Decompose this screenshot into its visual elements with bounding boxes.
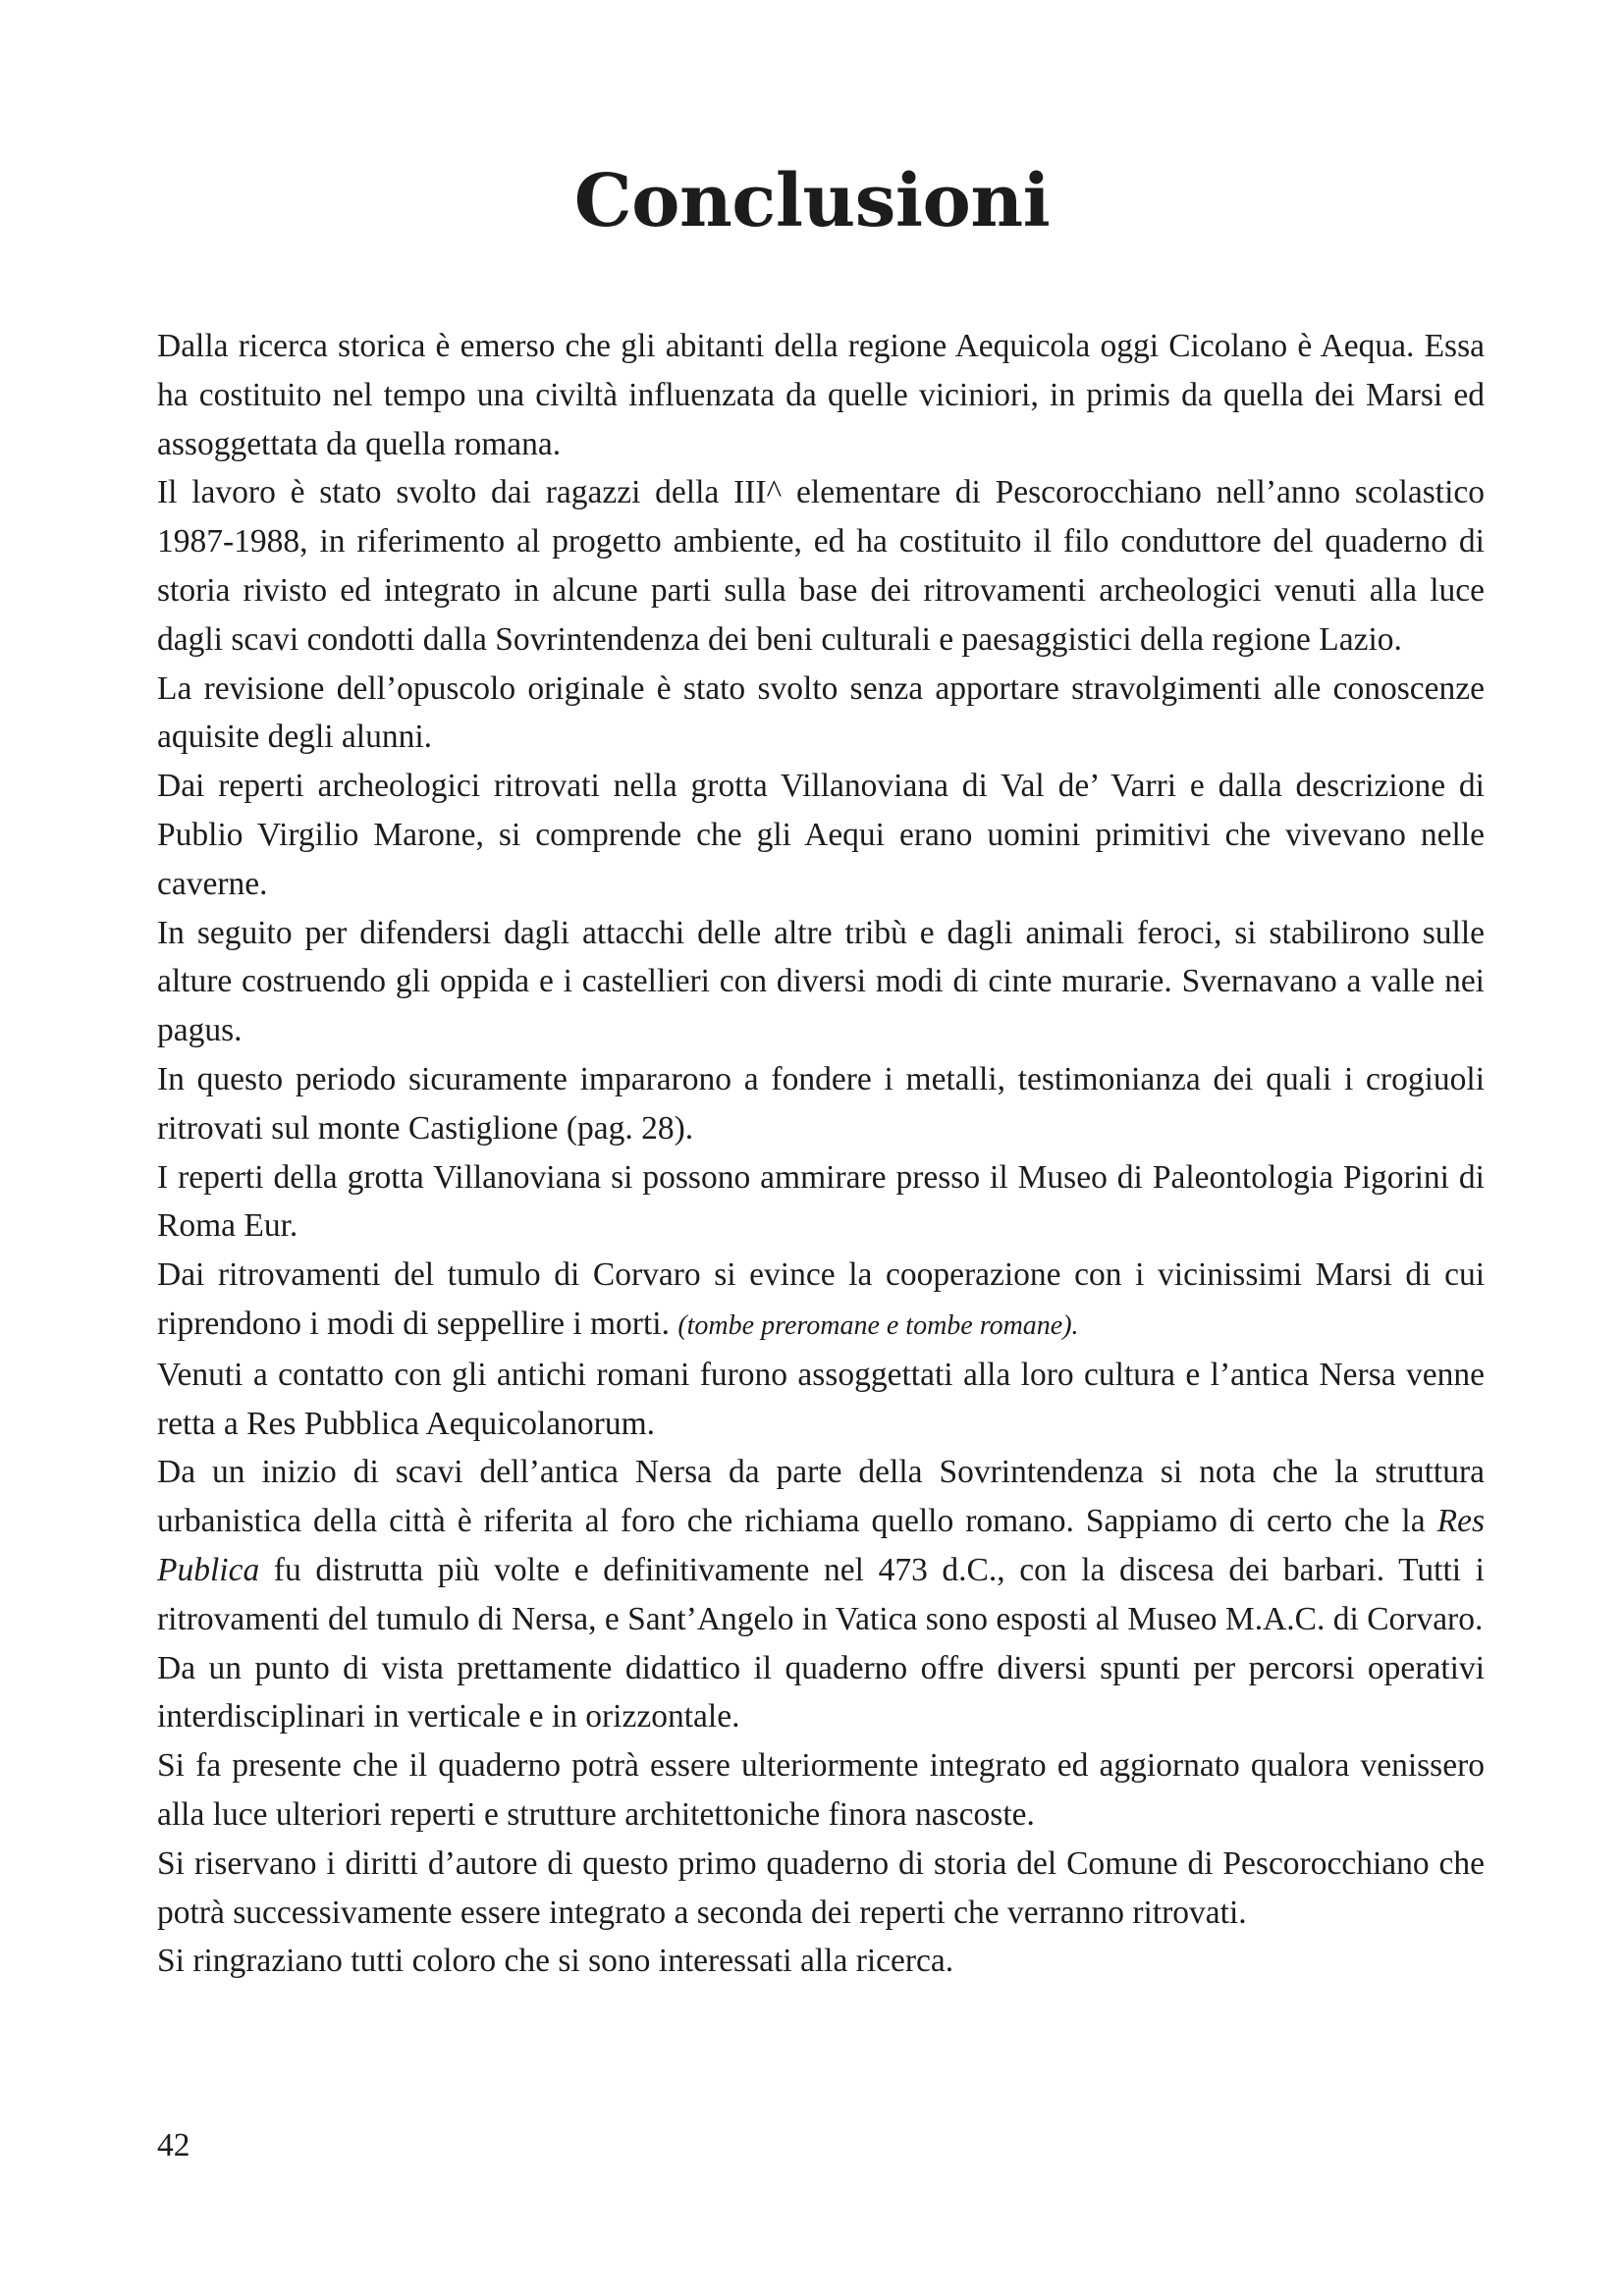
nersa-text-1: Da un inizio di scavi dell’antica Nersa da parte della Sovrintendenza si nota che la struttura urbanistica della città è riferita al foro che richiama quello romano. Sappiamo di certo che la	[157, 1454, 1485, 1540]
paragraph-romani: Venuti a contatto con gli antichi romani furono assoggettati alla loro cultura e l’antica Nersa venne retta a Res Pubblica Aequicolanorum.	[157, 1356, 1485, 1442]
paragraph-museo-pigorini: I reperti della grotta Villanoviana si possono ammirare presso il Museo di Paleontologia Pigorini di Roma Eur.	[157, 1158, 1485, 1245]
paragraph-integrazione: Si fa presente che il quaderno potrà essere ulteriormente integrato ed aggiornato qualora venissero alla luce ulteriori reperti e strutture architettoniche finora nascoste.	[157, 1747, 1485, 1833]
paragraph-didattico: Da un punto di vista prettamente didattico il quaderno offre diversi spunti per percorsi operativi interdisciplinari in verticale e in orizzontale.	[157, 1649, 1485, 1735]
nersa-text-2: fu distrutta più volte e definitivamente nel 473 d.C., con la discesa dei barbari. Tutti i ritrovamenti del tumulo di Nersa, e Sant’Angelo in Vatica sono esposti al Museo M.A.C. di Corvaro.	[157, 1551, 1485, 1637]
page-title: Conclusioni	[573, 159, 1051, 243]
paragraph-revisione: La revisione dell’opuscolo originale è stato svolto senza apportare stravolgimenti alle conoscenze aquisite degli alunni.	[157, 669, 1485, 756]
paragraph-nersa	[157, 1448, 1485, 1643]
paragraph-lavoro: Il lavoro è stato svolto dai ragazzi della III^ elementare di Pescorocchiano nell’anno scolastico 1987-1988, in riferimento al progetto ambiente, ed ha costituito il filo conduttore del quaderno di storia rivisto ed integrato in alcune parti sulla base dei ritrovamenti archeologici venuti alla luce dagli scavi condotti dalla Sovrintendenza dei beni culturali e paesaggistici della regione Lazio.	[157, 474, 1485, 658]
tumulo-italic-note: (tombe preromane e tombe romane).	[677, 1309, 1079, 1341]
paragraph-reperti-grotta: Dai reperti archeologici ritrovati nella grotta Villanoviana di Val de’ Varri e dalla descrizione di Publio Virgilio Marone, si comprende che gli Aequi erano uomini primitivi che vivevano nelle caverne.	[157, 768, 1485, 902]
tumulo-text: Dai ritrovamenti del tumulo di Corvaro si evince la cooperazione con i vicinissimi Marsi di cui riprendono i modi di seppellire i morti.	[157, 1256, 1485, 1342]
paragraph-alture: In seguito per difendersi dagli attacchi delle altre tribù e dagli animali feroci, si stabilirono sulle alture costruendo gli oppida e i castellieri con diversi modi di cinte murarie. Svernavano a valle nei pagus.	[157, 914, 1485, 1049]
paragraph-tumulo-corvaro	[157, 1251, 1485, 1351]
paragraph-diritti: Si riservano i diritti d’autore di questo primo quaderno di storia del Comune di Pescorocchiano che potrà successivamente essere integrato a seconda dei reperti che verranno ritrovati.	[157, 1844, 1485, 1931]
page-number: 42	[157, 2127, 190, 2163]
paragraph-ringraziamenti: Si ringraziano tutti coloro che si sono interessati alla ricerca.	[157, 1943, 954, 1980]
paragraph-intro: Dalla ricerca storica è emerso che gli abitanti della regione Aequicola oggi Cicolano è Aequa. Essa ha costituito nel tempo una civiltà influenzata da quelle viciniori, in primis da quella dei Marsi ed assoggettata da quella romana.	[157, 328, 1485, 462]
nersa-res-publica: Res Publica	[157, 1503, 1485, 1588]
paragraph-metalli: In questo periodo sicuramente impararono a fondere i metalli, testimonianza dei quali i crogiuoli ritrovati sul monte Castiglione (pag. 28).	[157, 1060, 1485, 1147]
body-text	[157, 322, 1485, 1986]
